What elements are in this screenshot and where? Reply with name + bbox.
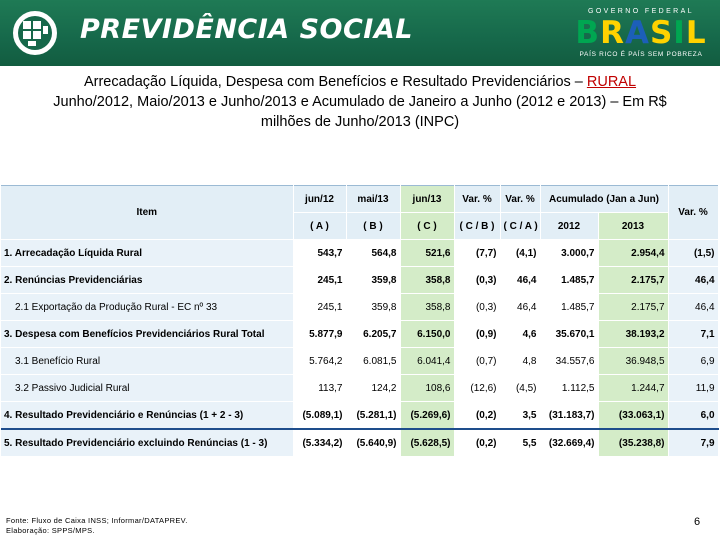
- cell-cb: (0,9): [454, 321, 500, 348]
- row-label: 4. Resultado Previdenciário e Renúncias (1 + 2 - 3): [1, 402, 293, 430]
- cell-jun12: 543,7: [293, 240, 346, 267]
- cell-mai13: 6.081,5: [346, 348, 400, 375]
- cell-a2012: 35.670,1: [540, 321, 598, 348]
- cell-cb: (0,3): [454, 294, 500, 321]
- row-label: 3. Despesa com Benefícios Previdenciários Rural Total: [1, 321, 293, 348]
- cell-a2012: (32.669,4): [540, 429, 598, 457]
- cell-ca: 3,5: [500, 402, 540, 430]
- cell-mai13: (5.640,9): [346, 429, 400, 457]
- cell-mai13: 6.205,7: [346, 321, 400, 348]
- cell-jun13: 358,8: [400, 267, 454, 294]
- cell-a2013: 38.193,2: [598, 321, 668, 348]
- title-line-1: [0, 72, 720, 92]
- table-row: [1, 240, 718, 267]
- cell-ca: 4,6: [500, 321, 540, 348]
- item-header: Item: [1, 186, 293, 240]
- cell-a2012: 1.112,5: [540, 375, 598, 402]
- cell-jun13: 6.150,0: [400, 321, 454, 348]
- footnote: [6, 516, 188, 536]
- data-table-container: [1, 185, 718, 457]
- row-label: 2. Renúncias Previdenciárias: [1, 267, 293, 294]
- cell-var: 6,9: [668, 348, 718, 375]
- table-row: [1, 429, 718, 457]
- cell-cb: (0,2): [454, 429, 500, 457]
- cell-jun12: 245,1: [293, 294, 346, 321]
- row-label: 3.1 Benefício Rural: [1, 348, 293, 375]
- source-note: Fonte: Fluxo de Caixa INSS; Informar/DATAPREV.: [6, 516, 188, 525]
- cell-jun12: 245,1: [293, 267, 346, 294]
- sub-header-a: ( A ): [293, 213, 346, 240]
- cell-mai13: (5.281,1): [346, 402, 400, 430]
- sub-header-2012: 2012: [540, 213, 598, 240]
- data-table: [1, 185, 719, 457]
- col-header-var-cb: Var. %: [454, 186, 500, 213]
- row-label: 3.2 Passivo Judicial Rural: [1, 375, 293, 402]
- cell-a2013: 1.244,7: [598, 375, 668, 402]
- cell-cb: (12,6): [454, 375, 500, 402]
- cell-a2012: 3.000,7: [540, 240, 598, 267]
- cell-ca: (4,1): [500, 240, 540, 267]
- title-line-2: Junho/2012, Maio/2013 e Junho/2013 e Acumulado de Janeiro a Junho (2012 e 2013) – Em R$: [53, 94, 667, 110]
- cell-ca: 4,8: [500, 348, 540, 375]
- cell-a2013: (35.238,8): [598, 429, 668, 457]
- cell-mai13: 564,8: [346, 240, 400, 267]
- cell-a2012: (31.183,7): [540, 402, 598, 430]
- cell-var: 46,4: [668, 267, 718, 294]
- page-number: 6: [694, 516, 701, 528]
- cell-jun13: (5.628,5): [400, 429, 454, 457]
- brasil-wordmark: [573, 17, 709, 49]
- cell-a2013: 2.175,7: [598, 294, 668, 321]
- cell-var: (1,5): [668, 240, 718, 267]
- sub-header-ca: ( C / A ): [500, 213, 540, 240]
- header-banner: [0, 0, 720, 66]
- table-row: [1, 321, 718, 348]
- cell-a2012: 1.485,7: [540, 267, 598, 294]
- cell-mai13: 359,8: [346, 267, 400, 294]
- cell-a2013: (33.063,1): [598, 402, 668, 430]
- cell-cb: (0,3): [454, 267, 500, 294]
- sub-header-2013: 2013: [598, 213, 668, 240]
- cell-jun12: 5.877,9: [293, 321, 346, 348]
- cell-ca: (4,5): [500, 375, 540, 402]
- sub-header-cb: ( C / B ): [454, 213, 500, 240]
- col-header-mai13: mai/13: [346, 186, 400, 213]
- previdencia-logo-icon: [12, 10, 58, 56]
- cell-mai13: 359,8: [346, 294, 400, 321]
- cell-jun12: 5.764,2: [293, 348, 346, 375]
- col-header-var-ca: Var. %: [500, 186, 540, 213]
- cell-jun12: 113,7: [293, 375, 346, 402]
- cell-cb: (0,7): [454, 348, 500, 375]
- cell-ca: 46,4: [500, 294, 540, 321]
- cell-a2013: 2.954,4: [598, 240, 668, 267]
- table-row: [1, 348, 718, 375]
- title-line-1-text: Arrecadação Líquida, Despesa com Benefícios e Resultado Previdenciários –: [83, 74, 587, 90]
- sub-header-c: ( C ): [400, 213, 454, 240]
- row-label: 1. Arrecadação Líquida Rural: [1, 240, 293, 267]
- sub-header-b: ( B ): [346, 213, 400, 240]
- cell-cb: (0,2): [454, 402, 500, 430]
- title-rural-highlight: RURAL: [586, 74, 637, 90]
- col-header-var-acum: Var. %: [668, 186, 718, 240]
- cell-a2012: 34.557,6: [540, 348, 598, 375]
- cell-jun13: 6.041,4: [400, 348, 454, 375]
- cell-a2013: 36.948,5: [598, 348, 668, 375]
- slide-title: [0, 72, 720, 132]
- table-row: [1, 402, 718, 430]
- col-header-acumulado: Acumulado (Jan a Jun): [540, 186, 668, 213]
- cell-ca: 5,5: [500, 429, 540, 457]
- cell-ca: 46,4: [500, 267, 540, 294]
- table-row: [1, 267, 718, 294]
- cell-mai13: 124,2: [346, 375, 400, 402]
- col-header-jun13: jun/13: [400, 186, 454, 213]
- governo-federal-logo: [569, 8, 713, 60]
- cell-cb: (7,7): [454, 240, 500, 267]
- cell-var: 11,9: [668, 375, 718, 402]
- cell-jun12: (5.089,1): [293, 402, 346, 430]
- cell-jun13: 358,8: [400, 294, 454, 321]
- title-line-3: milhões de Junho/2013 (INPC): [260, 114, 460, 130]
- gov-slogan: PAÍS RICO É PAÍS SEM POBREZA: [579, 51, 703, 58]
- cell-a2013: 2.175,7: [598, 267, 668, 294]
- cell-var: 6,0: [668, 402, 718, 430]
- header-row-1: [1, 186, 718, 213]
- cell-jun12: (5.334,2): [293, 429, 346, 457]
- cell-jun13: (5.269,6): [400, 402, 454, 430]
- table-body: [1, 240, 718, 457]
- cell-var: 46,4: [668, 294, 718, 321]
- brasil-wordmark-text: BRASIL: [575, 15, 707, 51]
- cell-var: 7,1: [668, 321, 718, 348]
- cell-jun13: 108,6: [400, 375, 454, 402]
- row-label: 2.1 Exportação da Produção Rural - EC nº 33: [1, 294, 293, 321]
- header-divider: [0, 66, 720, 69]
- cell-a2012: 1.485,7: [540, 294, 598, 321]
- brand-title: PREVIDÊNCIA SOCIAL: [80, 14, 413, 45]
- table-row: [1, 375, 718, 402]
- gov-top-text: GOVERNO FEDERAL: [587, 8, 694, 15]
- elaboration-note: Elaboração: SPPS/MPS.: [6, 526, 95, 535]
- row-label: 5. Resultado Previdenciário excluindo Renúncias (1 - 3): [1, 429, 293, 457]
- col-header-jun12: jun/12: [293, 186, 346, 213]
- table-row: [1, 294, 718, 321]
- cell-jun13: 521,6: [400, 240, 454, 267]
- cell-var: 7,9: [668, 429, 718, 457]
